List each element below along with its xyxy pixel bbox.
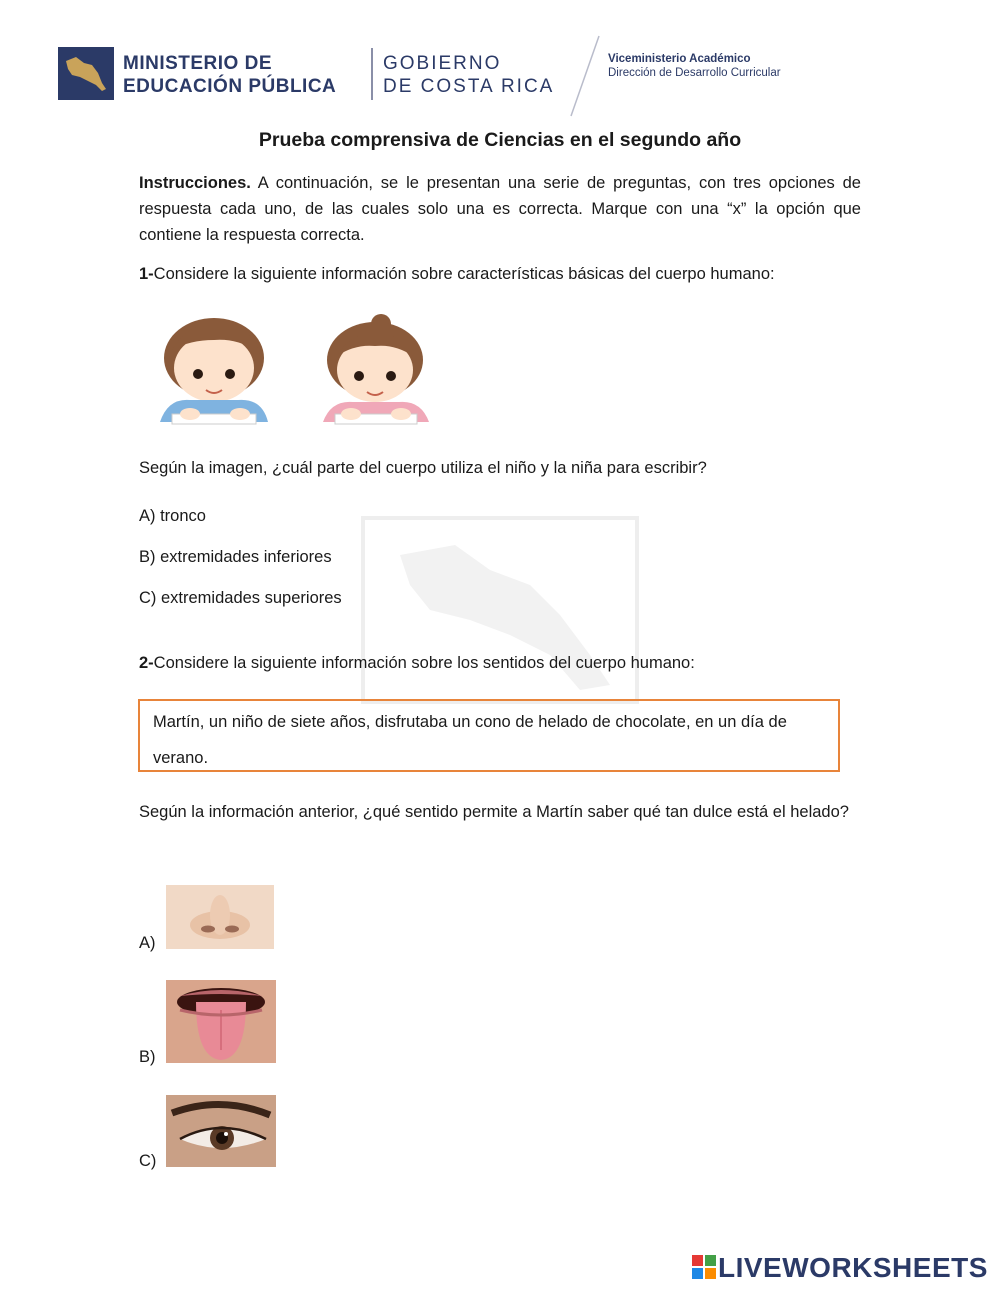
question-1-option-b[interactable]: B) extremidades inferiores xyxy=(139,548,332,566)
document-title: Prueba comprensiva de Ciencias en el segundo año xyxy=(258,129,742,151)
liveworksheets-icon xyxy=(692,1255,716,1279)
vice-ministry-subtitle: Dirección de Desarrollo Curricular xyxy=(608,67,781,79)
ministry-line-2: EDUCACIÓN PÚBLICA xyxy=(123,76,337,97)
map-watermark xyxy=(360,515,640,705)
ministry-line-1: MINISTERIO DE xyxy=(123,53,273,74)
story-text: Martín, un niño de siete años, disfrutaba un cono de helado de chocolate, en un día de verano. xyxy=(153,713,787,767)
mep-logo xyxy=(58,47,114,100)
question-2-intro xyxy=(139,650,695,676)
eye-icon[interactable] xyxy=(166,1095,276,1167)
header-divider xyxy=(371,48,373,100)
gov-line-2: DE COSTA RICA xyxy=(383,76,555,97)
question-1-option-a[interactable]: A) tronco xyxy=(139,507,206,525)
government-name xyxy=(383,52,554,98)
vice-ministry-title: Viceministerio Académico xyxy=(608,53,751,65)
question-1-prompt: Según la imagen, ¿cuál parte del cuerpo utiliza el niño y la niña para escribir? xyxy=(139,459,707,477)
header-slash-divider xyxy=(565,34,605,118)
question-2-option-c[interactable]: C) xyxy=(139,1152,157,1170)
liveworksheets-brand[interactable]: LIVEWORKSHEETS xyxy=(718,1252,988,1283)
question-2-intro-text: Considere la siguiente información sobre los sentidos del cuerpo humano: xyxy=(153,654,695,672)
question-2-option-a[interactable]: A) xyxy=(139,934,156,952)
question-2-prompt: Según la información anterior, ¿qué sentido permite a Martín saber qué tan dulce está el helado? xyxy=(139,803,849,821)
instructions xyxy=(139,170,861,248)
question-1-intro-text: Considere la siguiente información sobre características básicas del cuerpo humano: xyxy=(153,265,775,283)
girl-writing-illustration xyxy=(315,310,440,428)
tongue-icon[interactable] xyxy=(166,980,276,1063)
question-1-option-c[interactable]: C) extremidades superiores xyxy=(139,589,342,607)
instructions-text: A continuación, se le presentan una serie de preguntas, con tres opciones de respuesta cada uno, de las cuales solo una es correcta. Marque con una “x” la opción que contiene la respuesta correcta. xyxy=(139,174,861,244)
question-2-option-b[interactable]: B) xyxy=(139,1048,156,1066)
ministry-name xyxy=(123,52,336,98)
question-2-number: 2- xyxy=(139,654,154,672)
nose-icon[interactable] xyxy=(166,885,274,949)
question-1-number: 1- xyxy=(139,265,154,283)
instructions-label: Instrucciones. xyxy=(139,174,251,192)
boy-writing-illustration xyxy=(150,310,280,428)
liveworksheets-logo xyxy=(692,1255,716,1284)
question-1-intro xyxy=(139,261,775,287)
gov-line-1: GOBIERNO xyxy=(383,53,502,74)
